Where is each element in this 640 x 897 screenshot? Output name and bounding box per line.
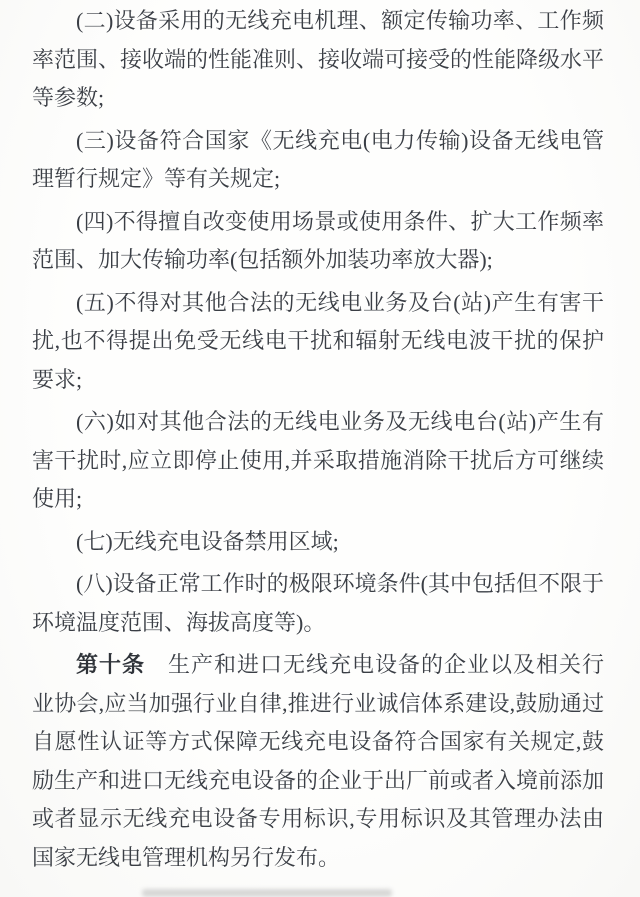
clause-8-paragraph: (八)设备正常工作时的极限环境条件(其中包括但不限于环境温度范围、海拔高度等)。 xyxy=(32,571,604,635)
clause-2-paragraph: (二)设备采用的无线充电机理、额定传输功率、工作频率范围、接收端的性能准则、接收端可接受的性能降级水平等参数; xyxy=(32,8,605,110)
clause-4-paragraph: (四)不得擅自改变使用场景或使用条件、扩大工作频率范围、加大传输功率(包括额外加装功率放大器); xyxy=(32,208,604,272)
clause-6-paragraph: (六)如对其他合法的无线电业务及无线电台(站)产生有害干扰时,应立即停止使用,并采取措施消除干扰后方可继续使用; xyxy=(32,409,604,511)
article-number: 第十条 xyxy=(76,652,145,677)
document-body xyxy=(32,2,604,881)
clause-3-paragraph: (三)设备符合国家《无线充电(电力传输)设备无线电管理暂行规定》等有关规定; xyxy=(32,127,604,191)
article-10-paragraph: 第十条 生产和进口无线充电设备的企业以及相关行业协会,应当加强行业自律,推进行业诚信体系建设,鼓励通过自愿性认证等方式保障无线充电设备符合国家有关规定,鼓励生产和进口无线充电设备的企业于出厂前或者入境前添加或者显示无线充电设备专用标识,专用标识及其管理办法由国家无线电管理机构另行发布。 xyxy=(32,652,605,870)
clause-5-paragraph: (五)不得对其他合法的无线电业务及台(站)产生有害干扰,也不得提出免受无线电干扰和辐射无线电波干扰的保护要求; xyxy=(32,289,604,392)
clause-7-paragraph: (七)无线充电设备禁用区域; xyxy=(76,528,339,554)
cropped-next-line-remnant xyxy=(142,889,392,897)
